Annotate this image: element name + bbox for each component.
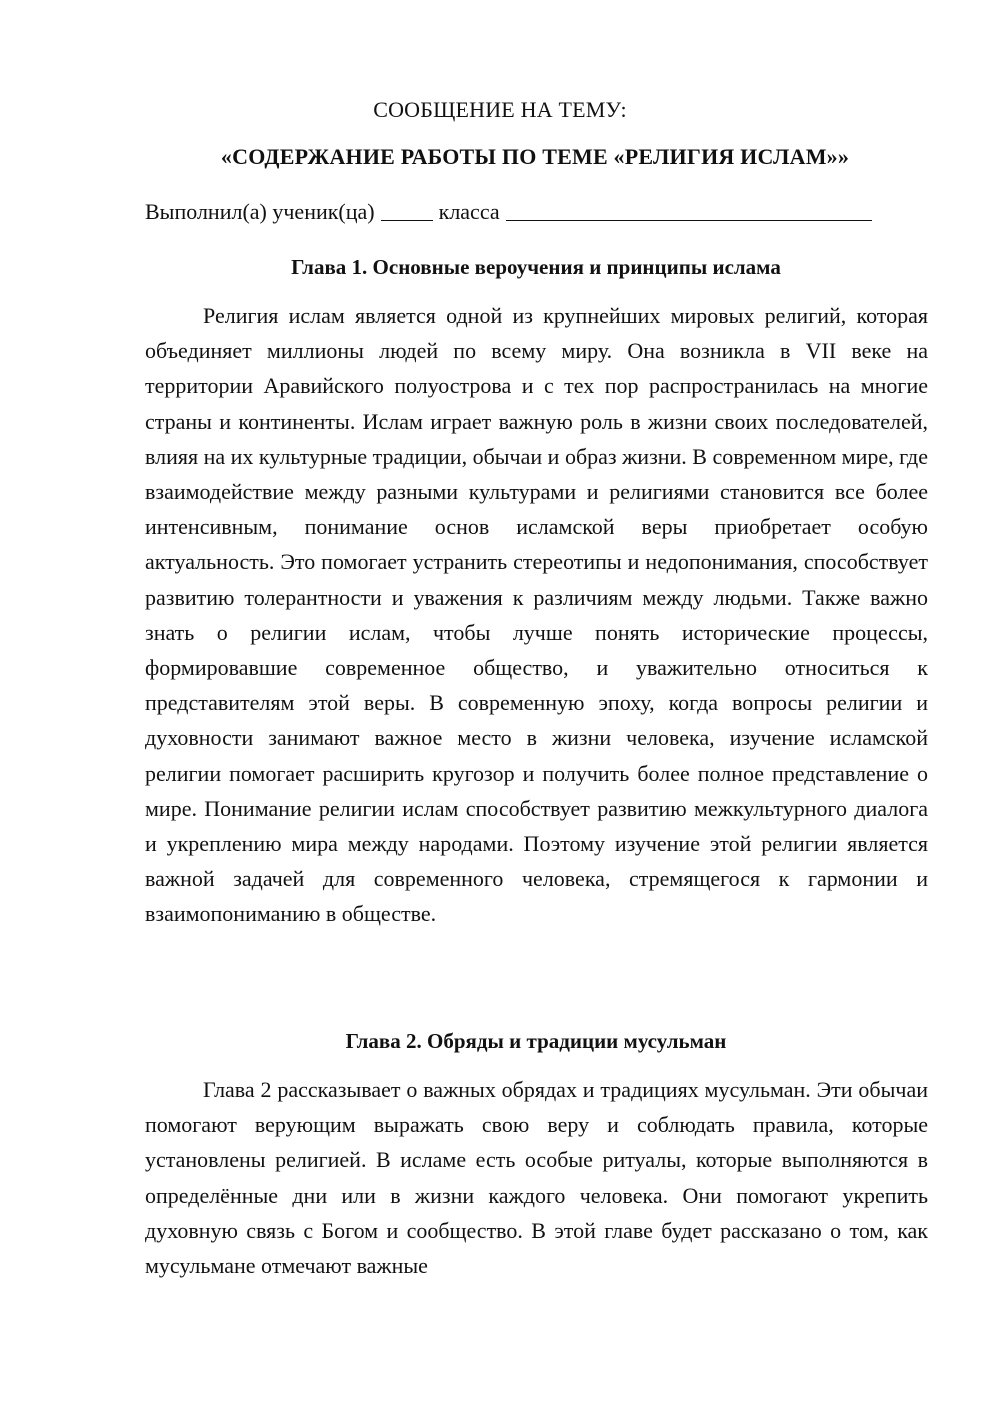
chapter-2-heading: Глава 2. Обряды и традиции мусульман xyxy=(345,1029,727,1053)
author-prefix: Выполнил(а) ученик(ца) xyxy=(145,199,375,224)
author-line xyxy=(145,196,872,227)
chapter-2-paragraph: Глава 2 рассказывает о важных обрядах и традициях мусульман. Эти обычаи помогают верующим выражать свою веру и соблюдать правила, которые установлены религией. В исламе есть особые ритуалы, которые выполняются в определённые дни или в жизни каждого человека. Они помогают укрепить духовную связь с Богом и сообщество. В этой главе будет рассказано о том, как мусульмане отмечают важные xyxy=(145,1077,928,1279)
class-word: класса xyxy=(438,199,500,224)
grade-blank xyxy=(381,198,433,221)
class-blank xyxy=(506,198,872,221)
chapter-1-heading: Глава 1. Основные вероучения и принципы ислама xyxy=(291,255,781,279)
chapter-1-paragraph: Религия ислам является одной из крупнейших мировых религий, которая объединяет миллионы людей по всему миру. Она возникла в VII веке на территории Аравийского полуострова и с тех пор распространилась на многие страны и континенты. Ислам играет важную роль в жизни своих последователей, влияя на их культурные традиции, обычаи и образ жизни. В современном мире, где взаимодействие между разными культурами и религиями становится все более интенсивным, понимание основ исламской веры приобретает особую актуальность. Это помогает устранить стереотипы и недопонимания, способствует развитию толерантности и уважения к различиям между людьми. Также важно знать о религии ислам, чтобы лучше понять исторические процессы, формировавшие современное общество, и уважительно относиться к представителям этой веры. В современную эпоху, когда вопросы религии и духовности занимают важное место в жизни человека, изучение исламской религии помогает расширить кругозор и получить более полное представление о мире. Понимание религии ислам способствует развитию межкультурного диалога и укреплению мира между народами. Поэтому изучение этой религии является важной задачей для современного человека, стремящегося к гармонии и взаимопониманию в обществе. xyxy=(145,303,928,927)
document-title-line-2: «СОДЕРЖАНИЕ РАБОТЫ ПО ТЕМЕ «РЕЛИГИЯ ИСЛАМ»» xyxy=(220,144,850,169)
document-title-line-1: СООБЩЕНИЕ НА ТЕМУ: xyxy=(373,97,627,122)
